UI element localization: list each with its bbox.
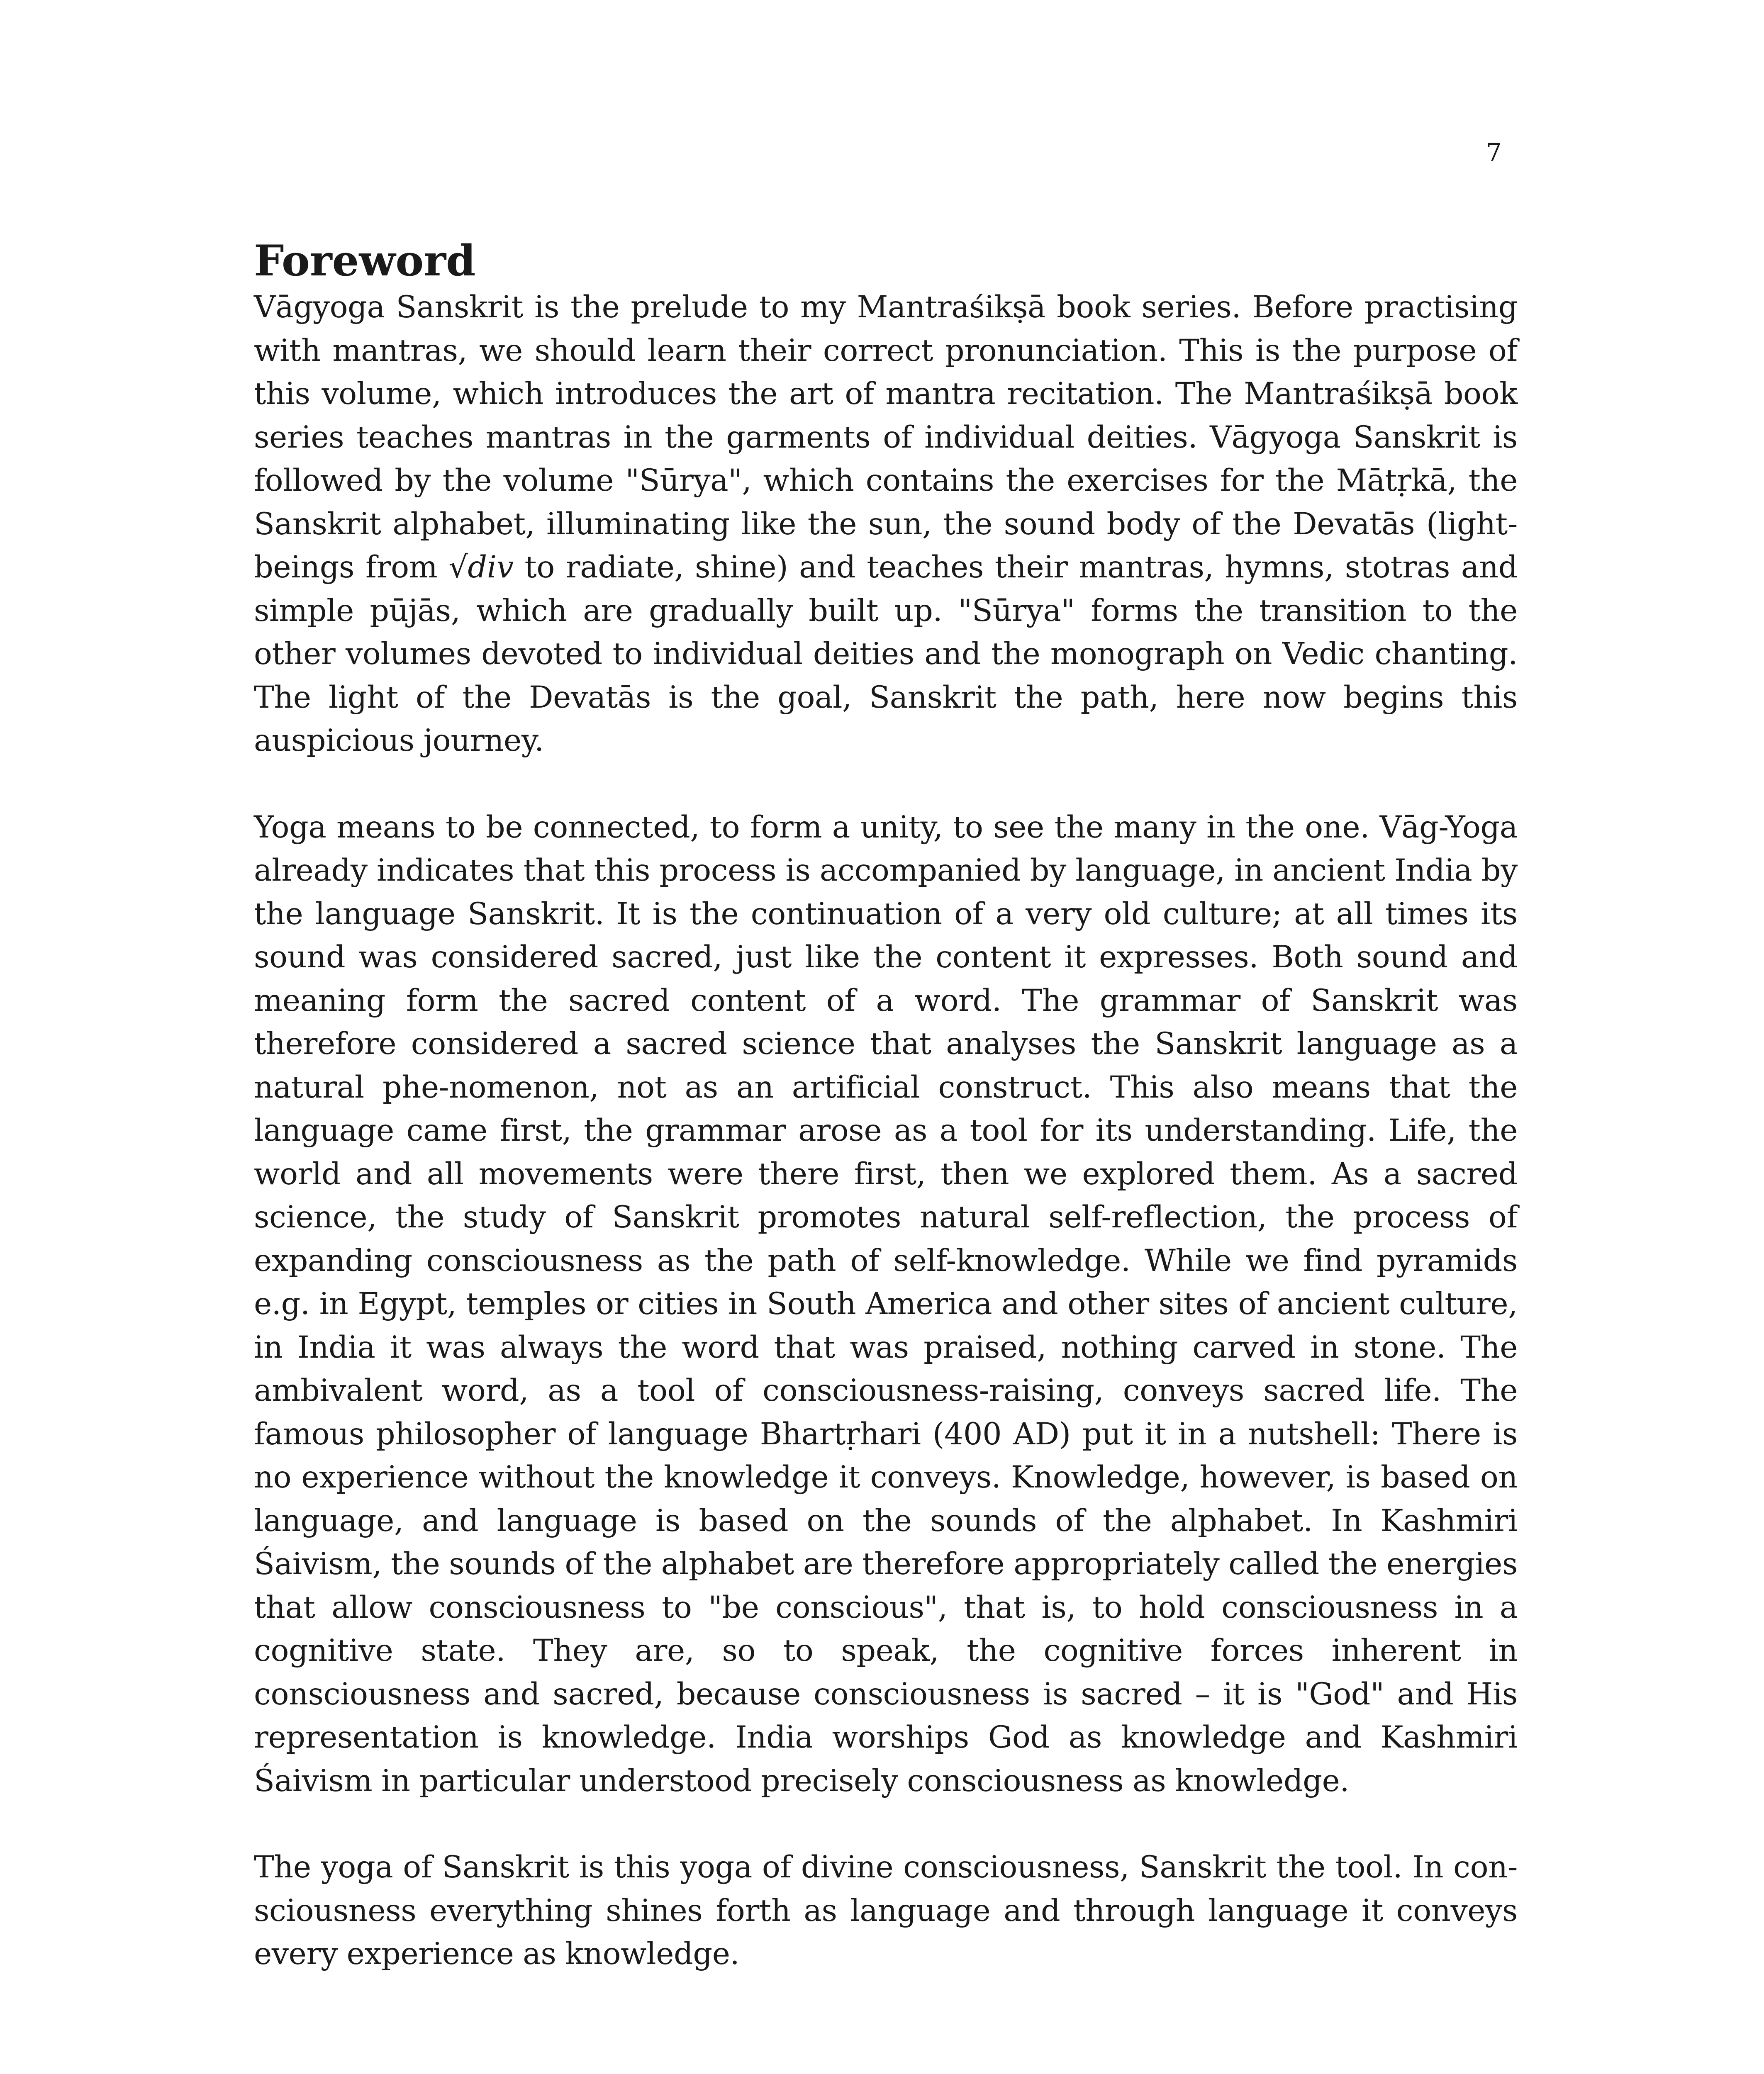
page-number: 7 xyxy=(1486,138,1502,167)
paragraph-1 xyxy=(254,286,1518,763)
paragraph-3: The yoga of Sanskrit is this yoga of divine consciousness, Sanskrit the tool. In con-sciousness everything shines forth as language and through language it conveys every experience as knowledge. xyxy=(254,1850,1518,1972)
paragraph-1-text-a: Vāgyoga Sanskrit is the prelude to my Mantraśikṣā book series. Before practising with mantras, we should learn their correct pronunciation. This is the purpose of this volume, which introduces the art of mantra recitation. The Mantraśikṣā book series teaches mantras in the garments of individual deities. Vāgyoga Sanskrit is followed by the volume "Sūrya", which contains the exercises for the Mātṛkā, the Sanskrit alphabet, illuminating like the sun, the sound body of the Devatās (light-beings from xyxy=(254,290,1518,585)
page-content xyxy=(254,236,1518,2019)
page-title: Foreword xyxy=(254,236,476,286)
paragraph-1-text-b: to radiate, shine) and teaches their mantras, hymns, stotras and simple pūjās, which are gradually built up. "Sūrya" forms the transition to the other volumes devoted to individual deities and the monograph on Vedic chanting. The light of the Devatās is the goal, Sanskrit the path, here now begins this auspicious journey. xyxy=(254,550,1518,759)
sanskrit-root-div: √div xyxy=(448,550,514,585)
paragraph-2: Yoga means to be connected, to form a unity, to see the many in the one. Vāg-Yoga already indicates that this process is accompanied by language, in ancient India by the language Sanskrit. It is the continuation of a very old culture; at all times its sound was considered sacred, just like the content it expresses. Both sound and meaning form the sacred content of a word. The grammar of Sanskrit was therefore considered a sacred science that analyses the Sanskrit language as a natural phe-nomenon, not as an artificial construct. This also means that the language came first, the grammar arose as a tool for its understanding. Life, the world and all movements were there first, then we explored them. As a sacred science, the study of Sanskrit promotes natural self-reflection, the process of expanding consciousness as the path of self-knowledge. While we find pyramids e.g. in Egypt, temples or cities in South America and other sites of ancient culture, in India it was always the word that was praised, nothing carved in stone. The ambivalent word, as a tool of consciousness-raising, conveys sacred life. The famous philosopher of language Bhartṛhari (400 AD) put it in a nutshell: There is no experience without the knowledge it conveys. Knowledge, however, is based on language, and language is based on the sounds of the alphabet. In Kashmiri Śaivism, the sounds of the alphabet are therefore appropriately called the energies that allow consciousness to "be conscious", that is, to hold consciousness in a cognitive state. They are, so to speak, the cognitive forces inherent in consciousness and sacred, because consciousness is sacred – it is "God" and His representation is knowledge. India worships God as knowledge and Kashmiri Śaivism in particular understood precisely consciousness as knowledge. xyxy=(254,809,1518,1799)
